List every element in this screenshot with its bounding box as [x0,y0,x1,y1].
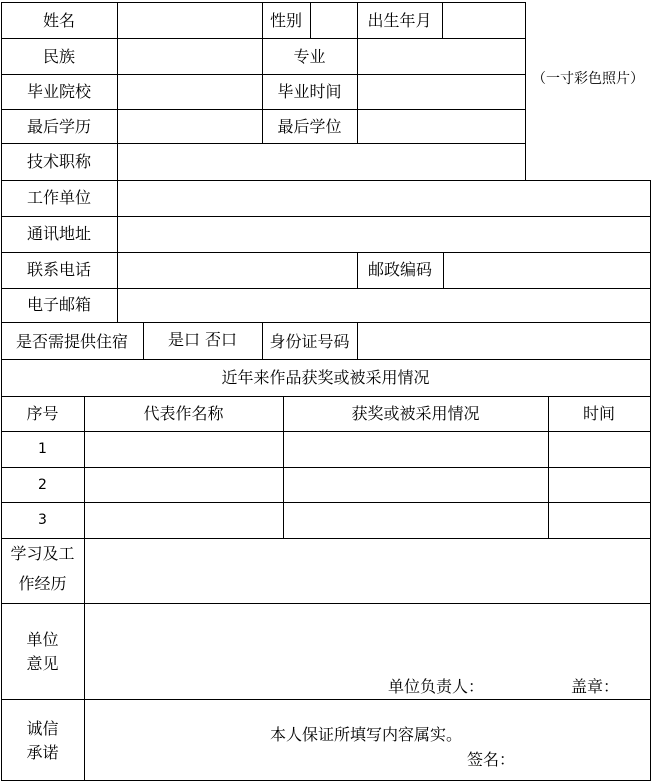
line [525,2,526,181]
school-label: 毕业院校 [26,82,91,101]
education-label: 最后学历 [26,117,91,136]
unit-opinion-label-line2: 意见 [26,654,59,673]
signature-label: 签名： [467,750,516,769]
education-field[interactable] [118,110,262,143]
awards-section-title: 近年来作品获奖或被采用情况 [221,368,430,387]
lodging-label: 是否需提供住宿 [15,332,128,351]
name-field[interactable] [118,3,262,38]
email-label: 电子邮箱 [26,295,91,314]
id-number-label: 身份证号码 [269,332,350,351]
awards-row-1-work[interactable] [85,432,283,467]
grad-time-label: 毕业时间 [277,82,342,101]
integrity-statement: 本人保证所填写内容属实。 [270,725,463,744]
awards-row-1-status[interactable] [284,432,548,467]
experience-field[interactable] [85,539,650,603]
degree-label: 最后学位 [277,117,342,136]
line [1,780,650,781]
title-label: 技术职称 [26,152,91,171]
id-number-field[interactable] [358,323,650,359]
awards-row-index-1: 1 [38,441,47,457]
birth-field[interactable] [443,3,525,38]
ethnicity-field[interactable] [118,39,262,74]
lodging-options[interactable]: 是口 否口 [167,330,238,349]
awards-row-index-3: 3 [38,512,47,528]
birth-label: 出生年月 [367,11,432,30]
gender-field[interactable] [311,3,357,38]
unit-responsible-label: 单位负责人： [388,677,485,696]
name-label: 姓名 [42,11,75,30]
awards-row-2-work[interactable] [85,468,283,502]
major-label: 专业 [293,47,326,66]
experience-label-line1: 学习及工 [10,544,75,563]
line [1,396,650,397]
grad-time-field[interactable] [358,75,525,109]
awards-row-1-time[interactable] [549,432,650,467]
awards-row-3-status[interactable] [284,503,548,538]
awards-header-status: 获奖或被采用情况 [351,404,480,423]
awards-row-index-2: 2 [38,477,47,493]
awards-row-3-work[interactable] [85,503,283,538]
address-field[interactable] [118,217,650,252]
photo-placeholder[interactable]: （一寸彩色照片） [532,71,644,87]
employer-label: 工作单位 [26,188,91,207]
line [1,699,650,700]
ethnicity-label: 民族 [42,47,75,66]
awards-header-time: 时间 [582,404,615,423]
title-field[interactable] [118,144,525,180]
awards-header-work: 代表作名称 [143,404,224,423]
phone-field[interactable] [118,253,357,288]
email-field[interactable] [118,289,650,322]
unit-opinion-field[interactable] [85,604,650,674]
school-field[interactable] [118,75,262,109]
awards-row-3-time[interactable] [549,503,650,538]
phone-label: 联系电话 [26,260,91,279]
unit-opinion-label-line1: 单位 [26,630,59,649]
major-field[interactable] [358,39,525,74]
awards-row-2-status[interactable] [284,468,548,502]
experience-label-line2: 作经历 [18,574,67,593]
unit-seal-label: 盖章： [571,677,620,696]
address-label: 通讯地址 [26,224,91,243]
line [1,359,650,360]
signature-field[interactable] [520,748,645,776]
integrity-label-line2: 承诺 [26,743,59,762]
awards-row-2-time[interactable] [549,468,650,502]
integrity-label-line1: 诚信 [26,719,59,738]
postcode-field[interactable] [444,253,650,288]
employer-field[interactable] [118,181,650,216]
postcode-label: 邮政编码 [367,260,432,279]
degree-field[interactable] [358,110,525,143]
gender-label: 性别 [269,11,302,30]
awards-header-index: 序号 [26,404,59,423]
